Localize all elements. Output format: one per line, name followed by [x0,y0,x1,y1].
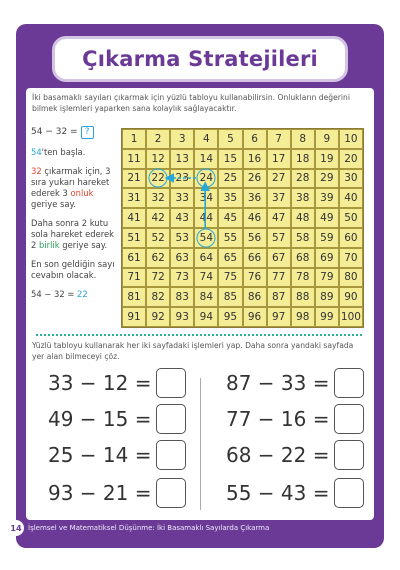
chart-cell: 82 [146,287,170,307]
chart-cell: 72 [146,268,170,288]
chart-cell: 31 [122,188,146,208]
chart-cell: 76 [243,268,267,288]
step-2-text-b: geriye say. [31,199,76,209]
chart-cell: 62 [146,248,170,268]
chart-cell: 1 [122,129,146,149]
chart-cell: 60 [339,228,363,248]
chart-cell: 27 [267,169,291,189]
chart-cell: 71 [122,268,146,288]
chart-cell: 70 [339,248,363,268]
chart-cell: 96 [243,307,267,327]
chart-cell: 3 [170,129,194,149]
problem-7 [48,478,186,508]
chart-cell: 11 [122,149,146,169]
problem-4 [226,404,364,434]
chart-cell: 54 [194,228,218,248]
chart-cell: 81 [122,287,146,307]
chart-cell: 35 [218,188,242,208]
chart-cell: 52 [146,228,170,248]
chart-cell: 5 [218,129,242,149]
section-divider [36,334,362,336]
chart-cell: 68 [291,248,315,268]
chart-cell: 47 [267,208,291,228]
page-title: Çıkarma Stratejileri [82,47,318,71]
chart-cell: 74 [194,268,218,288]
chart-cell: 20 [339,149,363,169]
problem-expression: 77 − 16 = [226,407,330,431]
problem-2 [226,368,364,398]
answer-box[interactable] [156,368,186,398]
answer-box[interactable] [334,404,364,434]
step-3-text-a: Daha sonra 2 kutu sola hareket ederek 2 [31,218,114,250]
chart-cell: 10 [339,129,363,149]
step-2-number: 32 [31,166,42,176]
problem-expression: 49 − 15 = [48,407,152,431]
intro-text: İki basamaklı sayıları çıkarmak için yüzlü tabloyu kullanabilirsin. Onlukların değerini bilmek işlemleri yaparken sana kolaylık sağlayacaktır. [32,93,350,113]
chart-cell: 65 [218,248,242,268]
problem-3 [48,404,186,434]
chart-cell: 4 [194,129,218,149]
chart-cell: 77 [267,268,291,288]
step-2 [31,166,117,210]
chart-cell: 8 [291,129,315,149]
step-2-unit: onluk [70,188,94,198]
step-1-number: 54 [31,147,42,157]
chart-cell: 9 [315,129,339,149]
unknown-box: ? [81,126,94,139]
chart-cell: 58 [291,228,315,248]
chart-cell: 28 [291,169,315,189]
chart-cell: 85 [218,287,242,307]
problems-divider [200,378,201,510]
chart-cell: 84 [194,287,218,307]
step-4: En son geldiğin sayı cevabın olacak. [31,259,115,280]
chart-cell: 51 [122,228,146,248]
chart-cell: 21 [122,169,146,189]
title-banner [52,36,348,82]
chart-cell: 40 [339,188,363,208]
chart-cell: 43 [170,208,194,228]
chart-cell: 17 [267,149,291,169]
chart-cell: 46 [243,208,267,228]
chart-cell: 98 [291,307,315,327]
chart-cell: 44 [194,208,218,228]
chart-cell: 15 [218,149,242,169]
chart-cell: 66 [243,248,267,268]
chart-cell: 75 [218,268,242,288]
chart-cell: 13 [170,149,194,169]
chart-cell: 50 [339,208,363,228]
chart-cell: 19 [315,149,339,169]
example-equation-text: 54 − 32 = [31,127,78,137]
chart-cell: 59 [315,228,339,248]
step-1-text: 'ten başla. [41,147,86,157]
chart-cell: 80 [339,268,363,288]
chart-cell: 34 [194,188,218,208]
chart-cell: 79 [315,268,339,288]
chart-cell: 41 [122,208,146,228]
chart-cell: 36 [243,188,267,208]
chart-cell: 49 [315,208,339,228]
chart-cell: 94 [194,307,218,327]
chart-cell: 89 [315,287,339,307]
chart-cell: 69 [315,248,339,268]
example-equation [31,126,117,139]
answer-box[interactable] [156,440,186,470]
problem-1 [48,368,186,398]
chart-cell: 83 [170,287,194,307]
chart-cell: 7 [267,129,291,149]
chart-cell: 6 [243,129,267,149]
problem-expression: 33 − 12 = [48,371,152,395]
chart-cell: 45 [218,208,242,228]
chart-cell: 90 [339,287,363,307]
chart-cell: 30 [339,169,363,189]
step-3-unit: birlik [39,240,60,250]
step-3-text-b: geriye say. [59,240,108,250]
example-steps [31,126,117,308]
hundred-chart [121,128,364,328]
chart-cell: 38 [291,188,315,208]
answer-box[interactable] [334,368,364,398]
chart-cell: 63 [170,248,194,268]
chart-cell: 99 [315,307,339,327]
chart-cell: 100 [339,307,363,327]
problem-expression: 68 − 22 = [226,443,330,467]
chart-cell: 57 [267,228,291,248]
problem-5 [48,440,186,470]
chart-cell: 42 [146,208,170,228]
example-result [31,289,117,300]
chart-cell: 39 [315,188,339,208]
chart-cell: 64 [194,248,218,268]
footer-text: İşlemsel ve Matematiksel Düşünme: İki Basamaklı Sayılarda Çıkarma [28,524,270,532]
problem-6 [226,440,364,470]
chart-cell: 78 [291,268,315,288]
chart-cell: 88 [291,287,315,307]
page-number: 14 [8,520,24,536]
answer-box[interactable] [156,404,186,434]
chart-cell: 32 [146,188,170,208]
chart-cell: 23 [170,169,194,189]
answer-box[interactable] [156,478,186,508]
chart-cell: 22 [146,169,170,189]
chart-cell: 87 [267,287,291,307]
chart-cell: 24 [194,169,218,189]
chart-cell: 95 [218,307,242,327]
chart-cell: 61 [122,248,146,268]
problem-expression: 25 − 14 = [48,443,152,467]
chart-cell: 33 [170,188,194,208]
chart-cell: 26 [243,169,267,189]
problem-expression: 55 − 43 = [226,481,330,505]
chart-cell: 92 [146,307,170,327]
result-value: 22 [77,289,88,299]
chart-cell: 37 [267,188,291,208]
chart-cell: 73 [170,268,194,288]
instructions-text: Yüzlü tabloyu kullanarak her iki sayfadaki işlemleri yap. Daha sonra yandaki sayfada yer alan bilmeceyi çöz. [32,341,354,361]
chart-cell: 25 [218,169,242,189]
chart-cell: 93 [170,307,194,327]
chart-cell: 18 [291,149,315,169]
chart-cell: 55 [218,228,242,248]
step-1 [31,147,117,158]
chart-cell: 86 [243,287,267,307]
chart-cell: 48 [291,208,315,228]
chart-cell: 97 [267,307,291,327]
result-equation: 54 − 32 = [31,289,75,299]
answer-box[interactable] [334,478,364,508]
step-3 [31,218,117,251]
chart-cell: 56 [243,228,267,248]
chart-cell: 29 [315,169,339,189]
chart-cell: 2 [146,129,170,149]
chart-cell: 91 [122,307,146,327]
chart-cell: 67 [267,248,291,268]
problem-expression: 93 − 21 = [48,481,152,505]
problem-expression: 87 − 33 = [226,371,330,395]
chart-cell: 53 [170,228,194,248]
step-2-text-a: çıkarmak için, 3 sıra yukarı hareket ederek 3 [31,166,111,198]
chart-cell: 14 [194,149,218,169]
answer-box[interactable] [334,440,364,470]
chart-cell: 12 [146,149,170,169]
chart-cell: 16 [243,149,267,169]
problem-8 [226,478,364,508]
